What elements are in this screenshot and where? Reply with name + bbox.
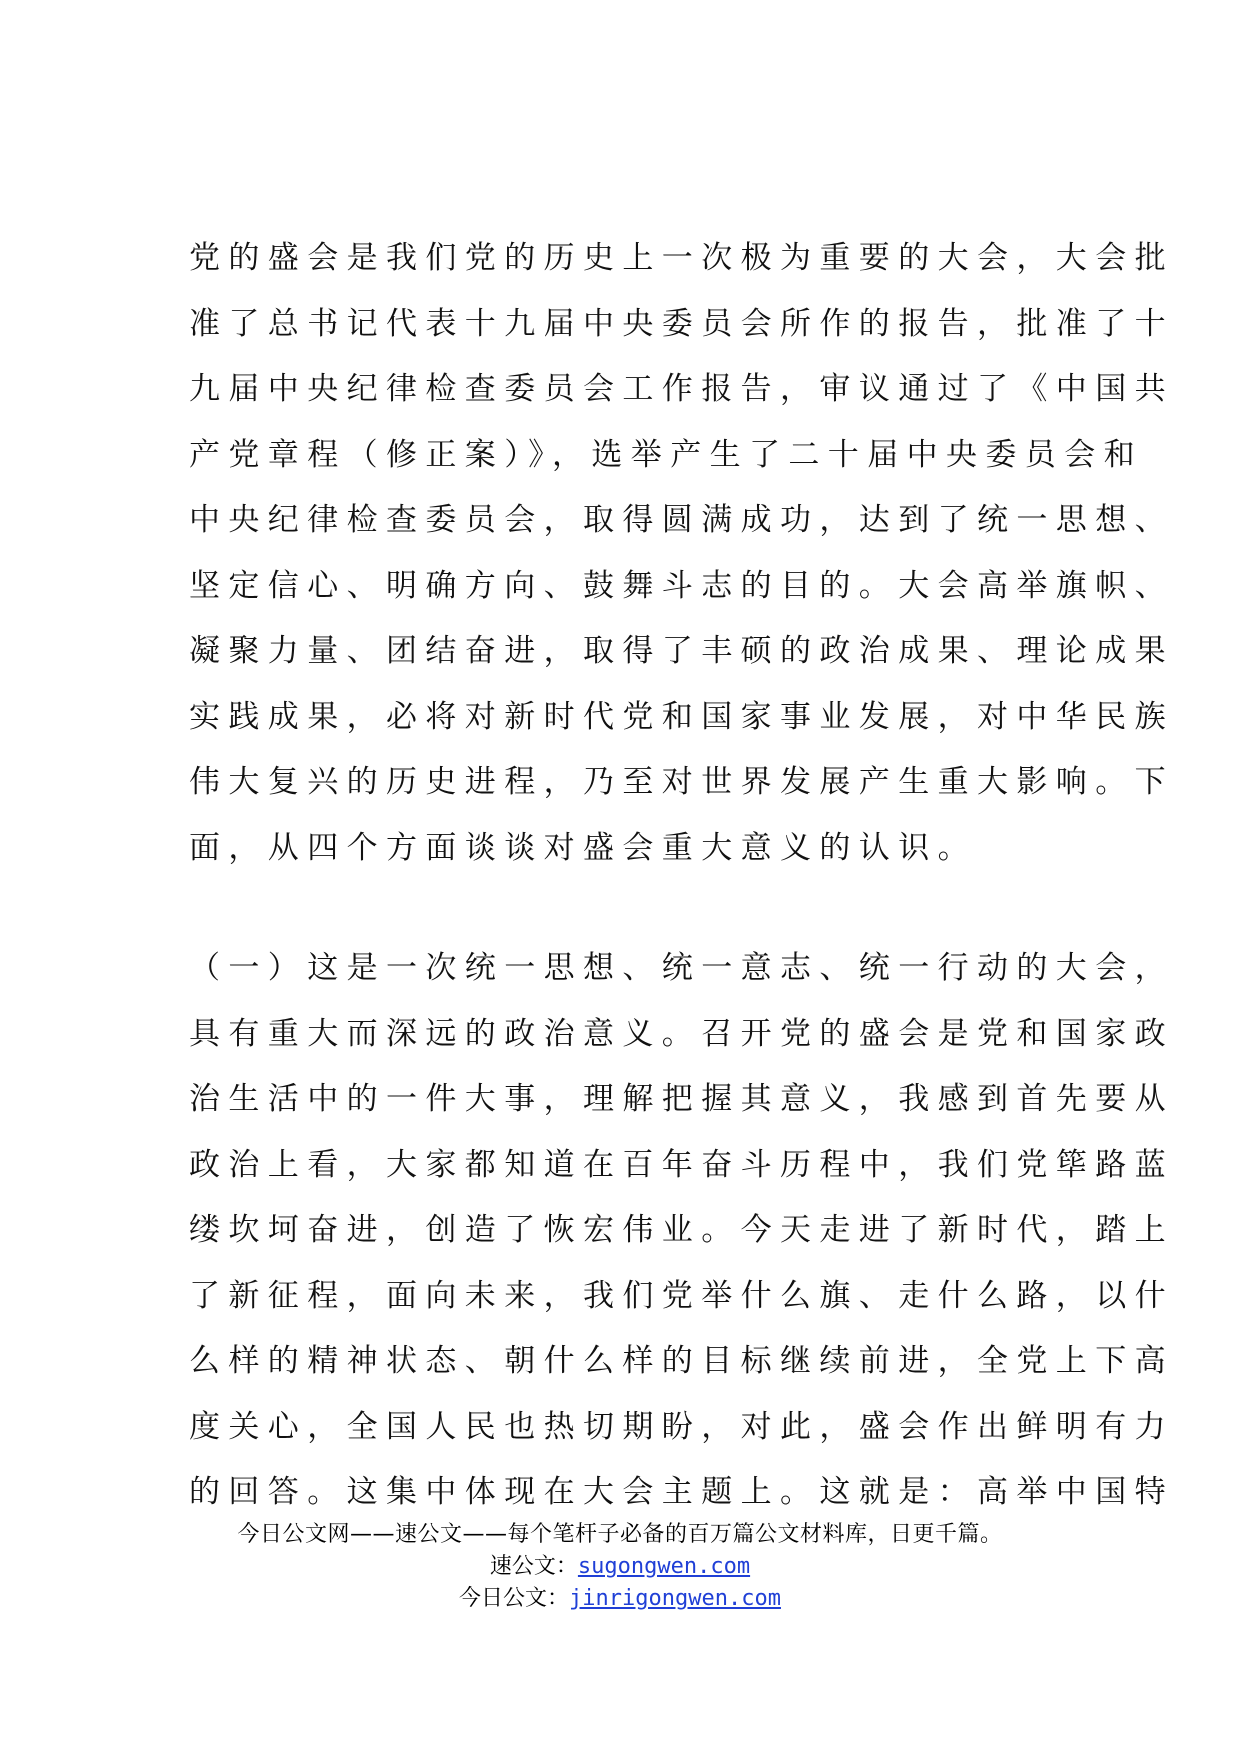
paragraph-line: 准了总书记代表十九届中央委员会所作的报告，批准了十 bbox=[189, 305, 1174, 342]
paragraph-line: （一）这是一次统一思想、统一意志、统一行动的大会， bbox=[189, 950, 1174, 986]
paragraph-line: 了新征程，面向未来，我们党举什么旗、走什么路，以什 bbox=[189, 1277, 1174, 1314]
paragraph-line: 产党章程（修正案）》，选举产生了二十届中央委员会和 bbox=[189, 436, 1143, 473]
paragraph-line: 党的盛会是我们党的历史上一次极为重要的大会，大会批 bbox=[189, 240, 1174, 276]
footer-slogan: 今日公文网——速公文——每个笔杆子必备的百万篇公文材料库，日更千篇。 bbox=[237, 1522, 1003, 1547]
paragraph-line: 治生活中的一件大事，理解把握其意义，我感到首先要从 bbox=[189, 1081, 1174, 1117]
paragraph-line: 具有重大而深远的政治意义。召开党的盛会是党和国家政 bbox=[189, 1015, 1174, 1052]
paragraph-line: 么样的精神状态、朝什么样的目标继续前进，全党上下高 bbox=[189, 1343, 1174, 1379]
paragraph-line: 实践成果，必将对新时代党和国家事业发展，对中华民族 bbox=[189, 698, 1174, 735]
paragraph-line: 缕坎坷奋进，创造了恢宏伟业。今天走进了新时代，踏上 bbox=[189, 1212, 1174, 1248]
paragraph-line: 面，从四个方面谈谈对盛会重大意义的认识。 bbox=[189, 829, 977, 866]
paragraph-line: 的回答。这集中体现在大会主题上。这就是：高举中国特 bbox=[189, 1474, 1174, 1510]
footer-site-label: 今日公文： bbox=[459, 1586, 570, 1611]
jinrigongwen-link[interactable]: jinrigongwen.com bbox=[569, 1586, 781, 1611]
sugongwen-link[interactable]: sugongwen.com bbox=[577, 1554, 751, 1579]
paragraph-line: 伟大复兴的历史进程，乃至对世界发展产生重大影响。下 bbox=[189, 764, 1174, 800]
paragraph-line: 凝聚力量、团结奋进，取得了丰硕的政治成果、理论成果 bbox=[189, 633, 1174, 669]
footer-site-jinrigongwen bbox=[0, 1581, 1240, 1612]
paragraph-line: 坚定信心、明确方向、鼓舞斗志的目的。大会高举旗帜、 bbox=[189, 567, 1174, 604]
paragraph-line: 九届中央纪律检查委员会工作报告，审议通过了《中国共 bbox=[189, 371, 1174, 407]
paragraph-2 bbox=[189, 936, 1174, 1526]
paragraph-line: 政治上看，大家都知道在百年奋斗历程中，我们党筚路蓝 bbox=[189, 1146, 1174, 1183]
footer-site-label: 速公文： bbox=[489, 1554, 578, 1579]
paragraph-1 bbox=[189, 226, 1174, 881]
footer-site-sugongwen bbox=[0, 1549, 1240, 1580]
paragraph-line: 度关心，全国人民也热切期盼，对此，盛会作出鲜明有力 bbox=[189, 1408, 1174, 1445]
paragraph-line: 中央纪律检查委员会，取得圆满成功，达到了统一思想、 bbox=[189, 502, 1174, 538]
